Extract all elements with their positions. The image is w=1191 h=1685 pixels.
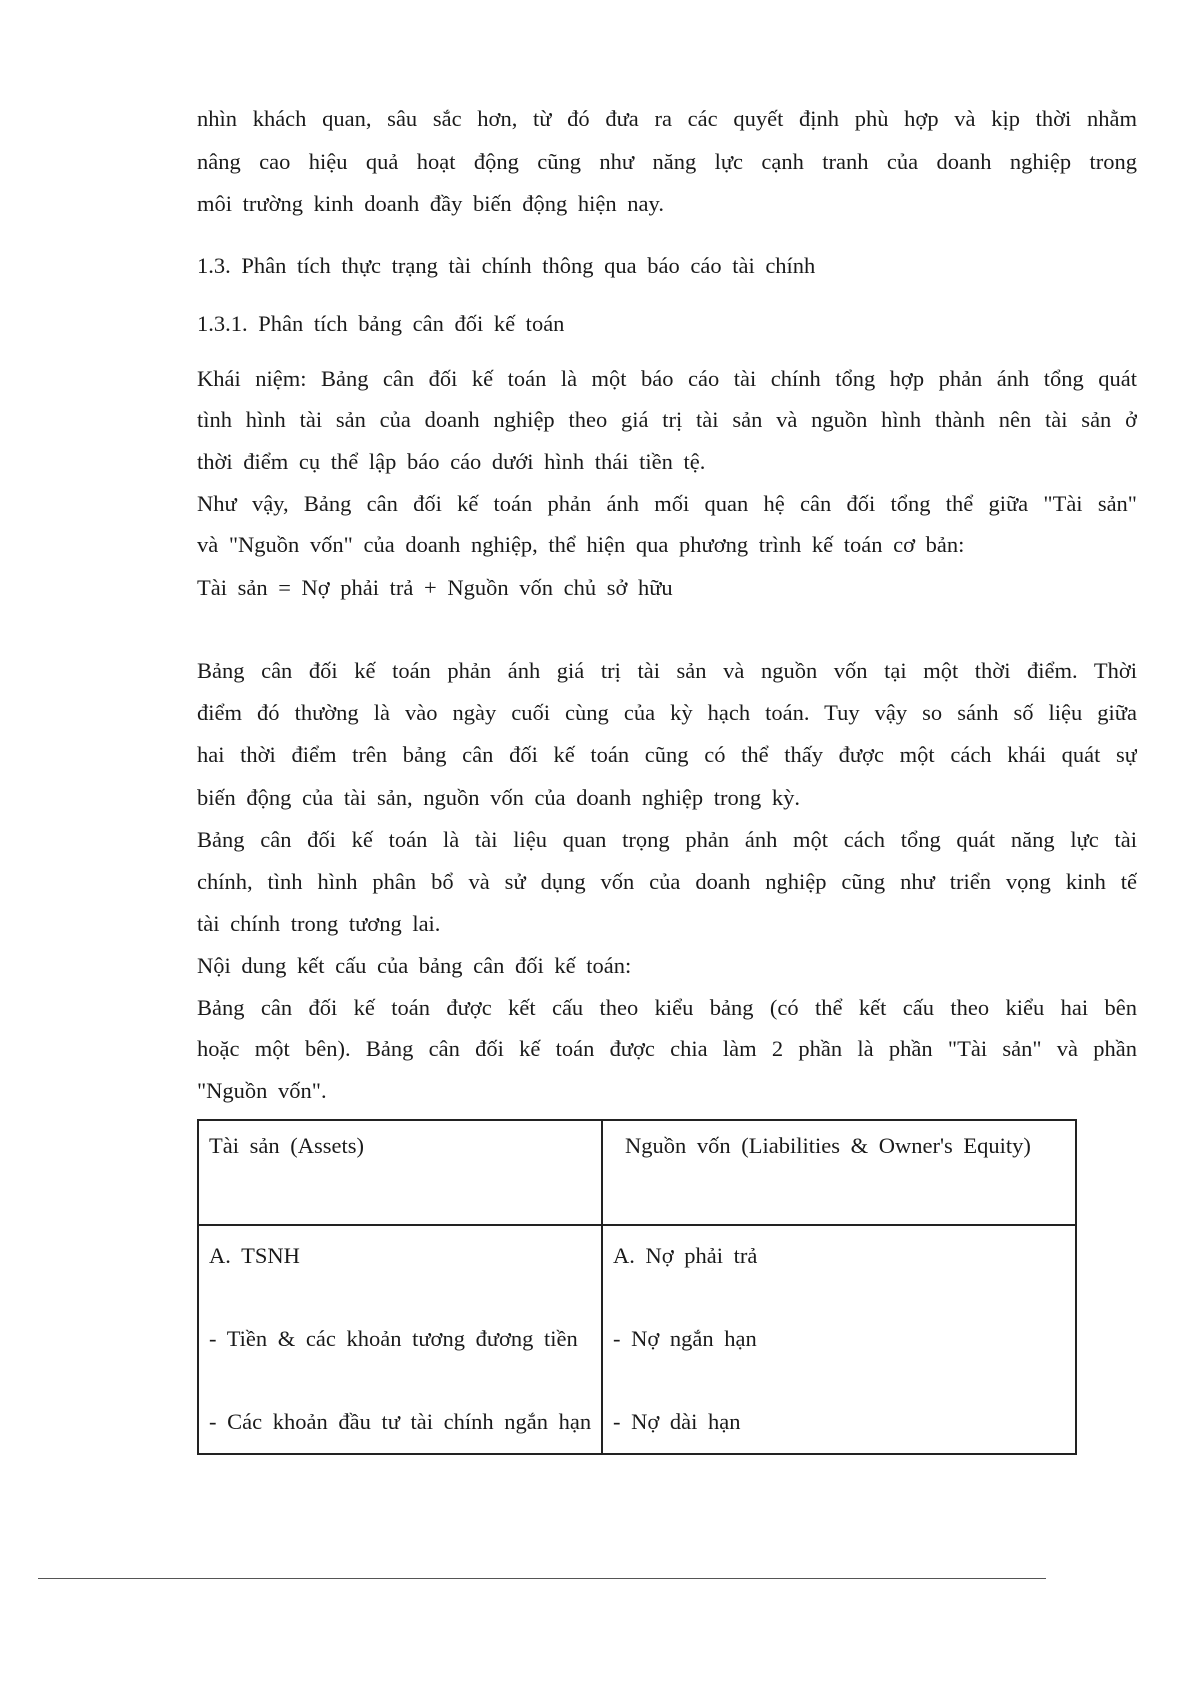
- timepoint-line-2: điểm đó thường là vào ngày cuối cùng của kỳ hạch toán. Tuy vậy so sánh số liệu giữa: [197, 700, 1137, 725]
- concept-line-3: thời điểm cụ thể lập báo cáo dưới hình thái tiền tệ.: [197, 449, 706, 474]
- timepoint-line-3: hai thời điểm trên bảng cân đối kế toán cũng có thể thấy được một cách khái quát sự: [197, 742, 1137, 767]
- asset-item: - Các khoản đầu tư tài chính ngắn hạn: [209, 1409, 592, 1434]
- timepoint-line-4: biến động của tài sản, nguồn vốn của doanh nghiệp trong kỳ.: [197, 785, 801, 810]
- importance-line-3: tài chính trong tương lai.: [197, 911, 441, 936]
- relation-line-1: Như vậy, Bảng cân đối kế toán phản ánh mối quan hệ cân đối tổng thể giữa "Tài sản": [197, 491, 1137, 516]
- structure-line-2: hoặc một bên). Bảng cân đối kế toán được chia làm 2 phần là phần "Tài sản" và phần: [197, 1036, 1137, 1061]
- table-header-row: [198, 1120, 1076, 1225]
- structure-line-1: Bảng cân đối kế toán được kết cấu theo kiểu bảng (có thể kết cấu theo kiểu hai bên: [197, 995, 1137, 1020]
- accounting-equation: Tài sản = Nợ phải trả + Nguồn vốn chủ sở hữu: [197, 575, 673, 600]
- structure-line-3: "Nguồn vốn".: [197, 1078, 327, 1103]
- intro-line-3: môi trường kinh doanh đầy biến động hiện nay.: [197, 191, 664, 216]
- intro-line-2: nâng cao hiệu quả hoạt động cũng như năng lực cạnh tranh của doanh nghiệp trong: [197, 149, 1137, 174]
- timepoint-line-1: Bảng cân đối kế toán phản ánh giá trị tài sản và nguồn vốn tại một thời điểm. Thời: [197, 658, 1137, 683]
- concept-line-2: tình hình tài sản của doanh nghiệp theo giá trị tài sản và nguồn hình thành nên tài sản ở: [197, 407, 1137, 432]
- liability-item: - Nợ ngắn hạn: [613, 1326, 757, 1351]
- footer-divider: [38, 1578, 1046, 1579]
- asset-item: - Tiền & các khoản tương đương tiền: [209, 1326, 578, 1351]
- section-heading-1-3-1: 1.3.1. Phân tích bảng cân đối kế toán: [197, 311, 565, 336]
- relation-line-2: và "Nguồn vốn" của doanh nghiệp, thể hiện qua phương trình kế toán cơ bản:: [197, 532, 965, 557]
- table-assets-cell: [198, 1225, 602, 1454]
- table-liabilities-cell: [602, 1225, 1076, 1454]
- intro-line-1: nhìn khách quan, sâu sắc hơn, từ đó đưa ra các quyết định phù hợp và kịp thời nhằm: [197, 106, 1137, 131]
- liability-item: A. Nợ phải trả: [613, 1243, 758, 1268]
- importance-line-1: Bảng cân đối kế toán là tài liệu quan trọng phản ánh một cách tổng quát năng lực tài: [197, 827, 1137, 852]
- header-assets-label: Tài sản (Assets): [209, 1133, 364, 1158]
- table-header-assets: [198, 1120, 602, 1225]
- asset-item: A. TSNH: [209, 1243, 300, 1268]
- table-header-liabilities: [602, 1120, 1076, 1225]
- balance-sheet-table: [197, 1119, 1077, 1455]
- section-heading-1-3: 1.3. Phân tích thực trạng tài chính thông qua báo cáo tài chính: [197, 253, 816, 278]
- liability-item: - Nợ dài hạn: [613, 1409, 741, 1434]
- table-body-row: [198, 1225, 1076, 1454]
- structure-heading: Nội dung kết cấu của bảng cân đối kế toán:: [197, 953, 632, 978]
- concept-line-1: Khái niệm: Bảng cân đối kế toán là một báo cáo tài chính tổng hợp phản ánh tổng quát: [197, 366, 1137, 391]
- header-liabilities-label: Nguồn vốn (Liabilities & Owner's Equity): [625, 1133, 1031, 1158]
- importance-line-2: chính, tình hình phân bổ và sử dụng vốn của doanh nghiệp cũng như triển vọng kinh tế: [197, 869, 1137, 894]
